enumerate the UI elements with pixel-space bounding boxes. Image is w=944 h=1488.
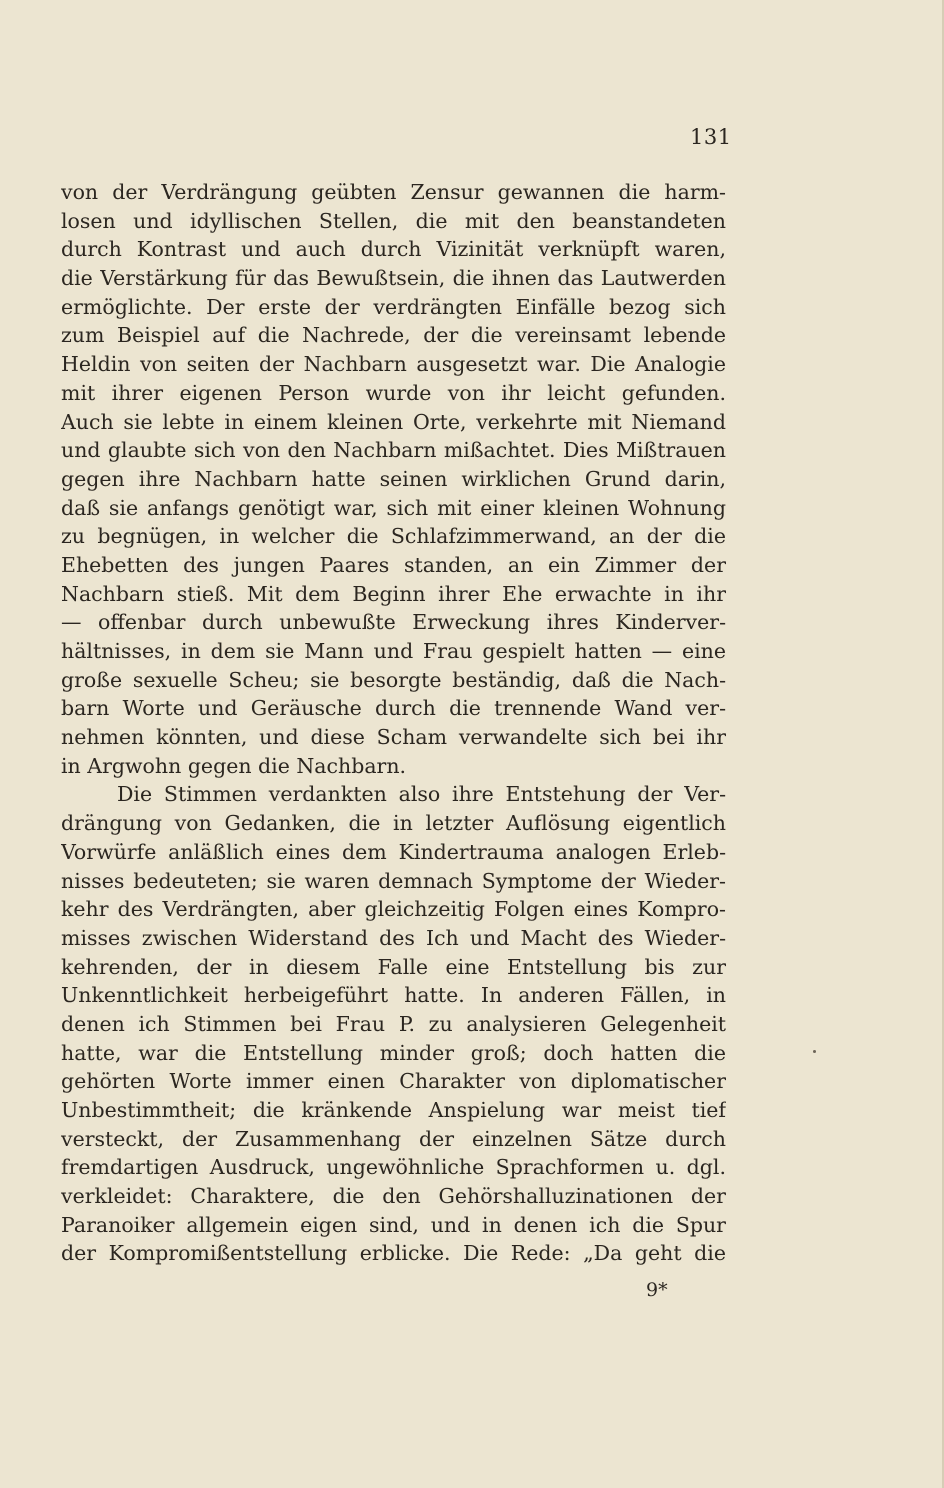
text-line: drängung von Gedanken, die in letzter Auflösung eigentlich xyxy=(61,811,726,836)
text-line: Unbestimmtheit; die kränkende Anspielung war meist tief xyxy=(61,1098,726,1122)
paragraph xyxy=(61,780,726,1268)
text-line: Vorwürfe anläßlich eines dem Kindertrauma analogen Erleb- xyxy=(61,839,726,864)
text-line: versteckt, der Zusammenhang der einzelnen Sätze durch xyxy=(61,1126,726,1151)
text-line: daß sie anfangs genötigt war, sich mit einer kleinen Wohnung xyxy=(61,495,726,520)
text-line: zu begnügen, in welcher die Schlafzimmerwand, an der die xyxy=(61,524,726,549)
text-line: barn Worte und Geräusche durch die trennende Wand ver- xyxy=(61,696,726,721)
text-line: gegen ihre Nachbarn hatte seinen wirklichen Grund darin, xyxy=(61,466,726,491)
text-line: kehrenden, der in diesem Falle eine Entstellung bis zur xyxy=(61,954,726,979)
text-line: und glaubte sich von den Nachbarn mißachtet. Dies Mißtrauen xyxy=(61,438,726,463)
text-line: Die Stimmen verdankten also ihre Entstehung der Ver- xyxy=(117,782,726,807)
text-line: hältnisses, in dem sie Mann und Frau gespielt hatten — eine xyxy=(61,639,726,663)
text-line: — offenbar durch unbewußte Erweckung ihres Kinderver- xyxy=(61,610,726,635)
text-line: hatte, war die Entstellung minder groß; doch hatten die xyxy=(61,1040,726,1065)
text-line: denen ich Stimmen bei Frau P. zu analysieren Gelegenheit xyxy=(61,1011,726,1036)
text-line: in Argwohn gegen die Nachbarn. xyxy=(61,753,407,778)
text-line: Ehebetten des jungen Paares standen, an ein Zimmer der xyxy=(61,552,726,577)
text-line: Heldin von seiten der Nachbarn ausgesetzt war. Die Analogie xyxy=(61,352,726,377)
text-line: gehörten Worte immer einen Charakter von diplomatischer xyxy=(61,1069,726,1094)
text-line: Nachbarn stieß. Mit dem Beginn ihrer Ehe erwachte in ihr xyxy=(61,581,726,606)
body-text xyxy=(61,178,726,1268)
text-line: von der Verdrängung geübten Zensur gewannen die harm- xyxy=(61,180,726,204)
text-line: der Kompromißentstellung erblicke. Die Rede: „Da geht die xyxy=(61,1241,726,1266)
text-line: mit ihrer eigenen Person wurde von ihr leicht gefunden. xyxy=(61,380,726,405)
signature-mark: 9* xyxy=(646,1279,668,1301)
text-line: Paranoiker allgemein eigen sind, und in denen ich die Spur xyxy=(61,1212,726,1237)
text-line: die Verstärkung für das Bewußtsein, die ihnen das Lautwerden xyxy=(61,266,726,291)
paragraph xyxy=(61,178,726,780)
text-line: durch Kontrast und auch durch Vizinität verknüpft waren, xyxy=(61,237,726,262)
text-line: ermöglichte. Der erste der verdrängten Einfälle bezog sich xyxy=(61,294,726,319)
text-line: Auch sie lebte in einem kleinen Orte, verkehrte mit Niemand xyxy=(61,409,726,434)
page-number: 131 xyxy=(690,125,732,149)
text-line: Unkenntlichkeit herbeigeführt hatte. In anderen Fällen, in xyxy=(61,983,726,1008)
text-line: nisses bedeuteten; sie waren demnach Symptome der Wieder- xyxy=(61,868,726,893)
text-line: verkleidet: Charaktere, die den Gehörshalluzinationen der xyxy=(61,1184,726,1209)
text-line: misses zwischen Widerstand des Ich und Macht des Wieder- xyxy=(61,925,726,950)
text-line: losen und idyllischen Stellen, die mit den beanstandeten xyxy=(61,208,726,233)
text-line: große sexuelle Scheu; sie besorgte beständig, daß die Nach- xyxy=(61,667,726,692)
text-line: kehr des Verdrängten, aber gleichzeitig Folgen eines Kompro- xyxy=(61,897,726,922)
text-line: zum Beispiel auf die Nachrede, der die vereinsamt lebende xyxy=(61,323,726,348)
text-line: nehmen könnten, und diese Scham verwandelte sich bei ihr xyxy=(61,725,726,750)
text-line: fremdartigen Ausdruck, ungewöhnliche Sprachformen u. dgl. xyxy=(61,1155,726,1180)
paper-speck xyxy=(813,1050,816,1053)
